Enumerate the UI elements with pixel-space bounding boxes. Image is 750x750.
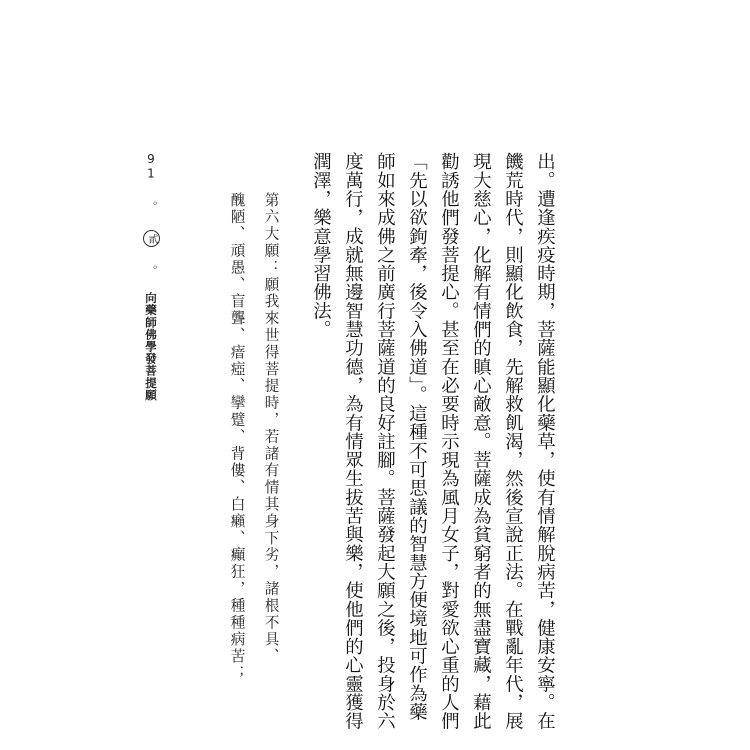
body-line-1: 出。遭逢疾疫時期，菩薩能顯化藥草，使有情解脫病苦，健康安寧。在 [534,152,556,731]
page-number: 91 [144,152,158,181]
body-line-5: 「先以欲鉤牽，後令入佛道」。這種不可思議的智慧方便境地可作為藥 [406,152,428,721]
body-line-3: 現大慈心，化解有情們的瞋心敵意。菩薩成為貧窮者的無盡寶藏，藉此 [470,152,492,731]
chapter-number-badge: 貳 [143,230,160,247]
separator-dot: 。 [145,265,158,276]
body-line-2: 饑荒時代，則顯化飲食，先解救飢渴，然後宣說正法。在戰亂年代，展 [502,152,524,731]
chapter-title: 向藥師佛學發菩提願 [144,292,158,401]
separator-dot: 。 [145,201,158,212]
body-line-7: 度萬行，成就無邊智慧功德，為有情眾生拔苦與樂，使他們的心靈獲得 [342,152,364,731]
body-line-6: 師如來成佛之前廣行菩薩道的良好註腳。菩薩發起大願之後，投身於六 [374,152,396,731]
vow-quote-line-1: 第六大願：願我來世得菩提時，若諸有情其身下劣，諸根不具、 [262,192,280,666]
running-head [142,152,160,401]
vow-quote-line-2: 醜陋、頑愚、盲聾、瘖瘂、攣躄、背僂、白癩、癲狂，種種病苦； [228,192,246,683]
body-line-4: 勸誘他們發菩提心。甚至在必要時示現為風月女子，對愛欲心重的人們 [438,152,460,731]
body-line-8: 潤澤，樂意學習佛法。 [310,152,332,339]
